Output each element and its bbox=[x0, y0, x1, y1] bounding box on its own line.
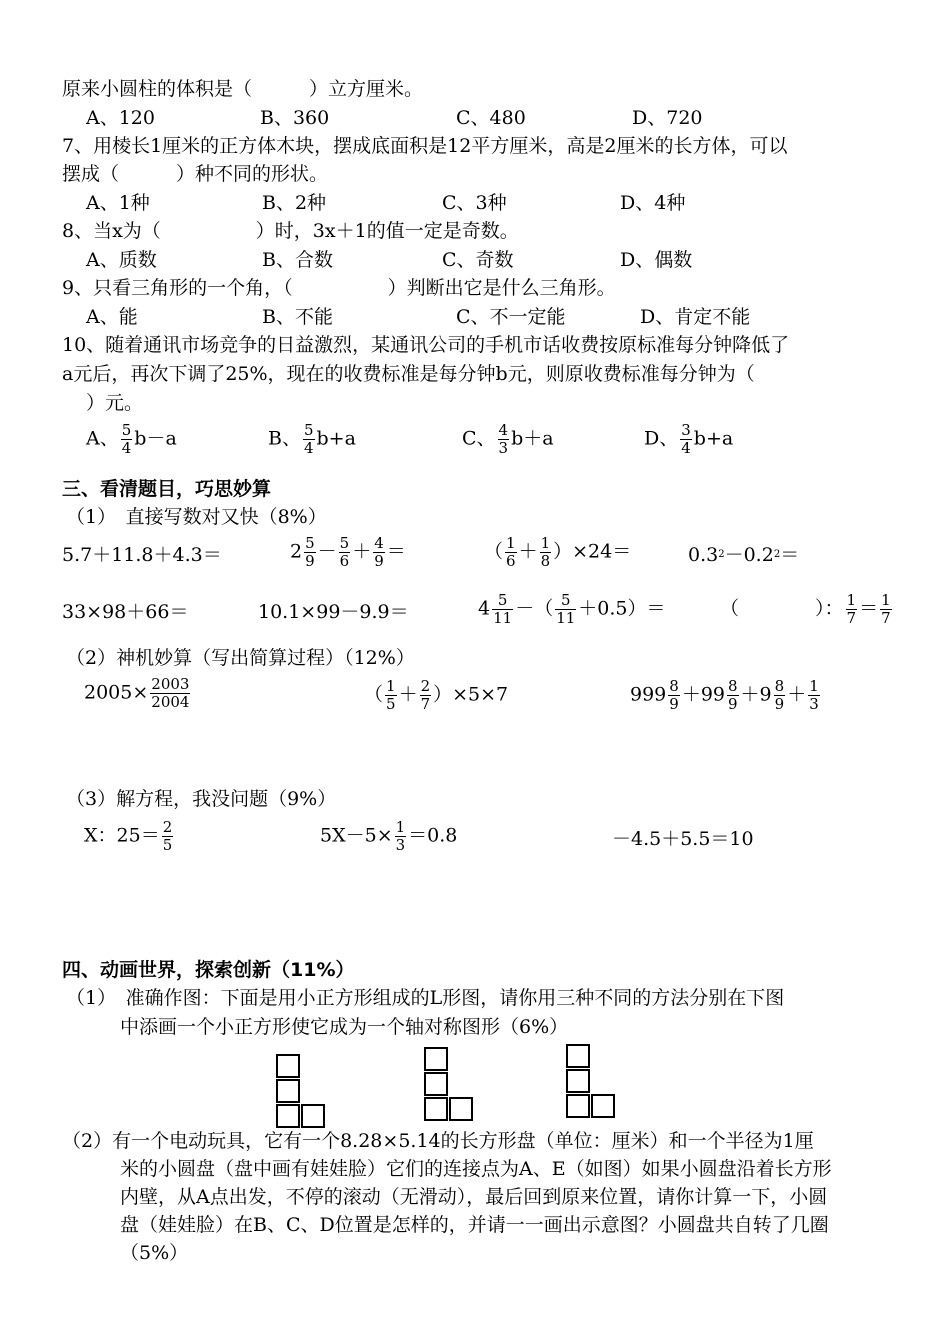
l-shape-figure-2[interactable] bbox=[424, 1047, 476, 1121]
denominator: 4 bbox=[303, 439, 314, 457]
option-prefix: A、 bbox=[86, 427, 119, 450]
section3-part3-heading: （3）解方程，我没问题（9%） bbox=[66, 788, 337, 810]
l-shape-figure-1[interactable] bbox=[276, 1054, 328, 1128]
q7-option-c: C、3种 bbox=[442, 192, 507, 214]
calc-1-2: 2 $\frac{5}{9}$ － $\frac{5}{6}$ ＋ $\frac{4}{9}$ ＝ bbox=[290, 534, 406, 570]
q6-option-b: B、360 bbox=[260, 107, 330, 129]
option-prefix: C、 bbox=[462, 427, 496, 450]
q6-option-d: D、720 bbox=[632, 107, 703, 129]
q10-line3: ）元。 bbox=[86, 392, 144, 414]
q8-option-a: A、质数 bbox=[86, 249, 157, 271]
section4-p2-line3: 内壁，从A点出发，不停的滚动（无滑动），最后回到原来位置，请你计算一下，小圆 bbox=[120, 1186, 828, 1208]
q6-option-a: A、120 bbox=[86, 107, 155, 129]
q7-option-d: D、4种 bbox=[620, 192, 686, 214]
fraction bbox=[498, 422, 510, 457]
l-shape-figure-3[interactable] bbox=[566, 1044, 618, 1118]
calc-2-1: 33×98＋66＝ bbox=[62, 601, 189, 623]
numerator: 5 bbox=[303, 421, 314, 439]
q8-option-b: B、合数 bbox=[262, 249, 333, 271]
section4-p1-line1: （1） 准确作图：下面是用小正方形组成的L形图，请你用三种不同的方法分别在下图 bbox=[66, 987, 785, 1009]
q9-option-a: A、能 bbox=[86, 306, 138, 328]
section4-p2-line4: 盘（娃娃脸）在B、C、D位置是怎样的，并请一一画出示意图？小圆盘共自转了几圈 bbox=[120, 1214, 829, 1236]
q10-option-d bbox=[644, 422, 733, 457]
q10-line2: a元后，再次下调了25%，现在的收费标准是每分钟b元，则原收费标准每分钟为（ bbox=[62, 363, 755, 385]
section4-p2-line1: （2）有一个电动玩具，它有一个8.28×5.14的长方形盘（单位：厘米）和一个半径为1厘 bbox=[62, 1130, 814, 1152]
q10-option-a bbox=[86, 422, 177, 457]
q10-line1: 10、随着通讯市场竞争的日益激烈，某通讯公司的手机市话收费按原标准每分钟降低了 bbox=[62, 334, 790, 356]
q10-option-b bbox=[268, 422, 356, 457]
q6-stem: 原来小圆柱的体积是（ ）立方厘米。 bbox=[62, 78, 424, 100]
numerator: 4 bbox=[498, 421, 509, 439]
q7-option-a: A、1种 bbox=[86, 192, 150, 214]
q7-line2: 摆成（ ）种不同的形状。 bbox=[62, 163, 329, 185]
equation-1: X：25＝ $\frac{2}{5}$ bbox=[84, 818, 173, 854]
equation-2: 5X－5× $\frac{1}{3}$ ＝0.8 bbox=[320, 818, 458, 854]
calc-2-3: 4 $\frac{5}{11}$ －（ $\frac{5}{11}$ ＋0.5）＝ bbox=[478, 591, 666, 627]
equation-3: －4.5＋5.5＝10 bbox=[612, 828, 754, 850]
option-prefix: B、 bbox=[268, 427, 301, 450]
q6-option-c: C、480 bbox=[456, 107, 526, 129]
section4-p2-line2: 米的小圆盘（盘中画有娃娃脸）它们的连接点为A、E（如图）如果小圆盘沿着长方形 bbox=[120, 1158, 832, 1180]
denominator: 3 bbox=[498, 439, 509, 457]
section4-p1-line2: 中添画一个小正方形使它成为一个轴对称图形（6%） bbox=[120, 1016, 569, 1038]
fraction bbox=[303, 422, 315, 457]
section3-title: 三、看清题目，巧思妙算 bbox=[62, 478, 272, 500]
calc-2-2: 10.1×99－9.9＝ bbox=[258, 601, 409, 623]
calc-1-3: （ $\frac{1}{6}$ ＋ $\frac{1}{8}$ ）×24＝ bbox=[484, 534, 632, 570]
q7-line1: 7、用棱长1厘米的正方体木块，摆成底面积是12平方厘米，高是2厘米的长方体，可以 bbox=[62, 135, 788, 157]
q7-option-b: B、2种 bbox=[262, 192, 327, 214]
option-suffix: b＋a bbox=[511, 427, 554, 450]
numerator: 5 bbox=[121, 421, 132, 439]
calc-1-1: 5.7＋11.8＋4.3＝ bbox=[62, 544, 222, 566]
simplify-3: 999 $\frac{8}{9}$ ＋99 $\frac{8}{9}$ ＋9 $\frac{8}{9}$ ＋ $\frac{1}{3}$ bbox=[630, 677, 819, 713]
section3-part2-heading: （2）神机妙算（写出简算过程）（12%） bbox=[66, 647, 415, 669]
q9-option-b: B、不能 bbox=[262, 306, 333, 328]
option-suffix: b+a bbox=[316, 427, 356, 450]
simplify-2: （ $\frac{1}{5}$ ＋ $\frac{2}{7}$ ）×5×7 bbox=[364, 677, 509, 713]
calc-1-4: $0.3^2-0.2^2=$ bbox=[688, 544, 800, 566]
fraction bbox=[680, 422, 692, 457]
q8-stem: 8、当x为（ ）时，3x＋1的值一定是奇数。 bbox=[62, 220, 519, 242]
section4-p2-line5: （5%） bbox=[120, 1242, 189, 1264]
fraction bbox=[121, 422, 133, 457]
option-suffix: b－a bbox=[134, 427, 177, 450]
denominator: 4 bbox=[121, 439, 132, 457]
section4-title: 四、动画世界，探索创新（11%） bbox=[62, 959, 355, 981]
q9-option-d: D、肯定不能 bbox=[640, 306, 751, 328]
q8-option-d: D、偶数 bbox=[620, 249, 693, 271]
q8-option-c: C、奇数 bbox=[442, 249, 514, 271]
numerator: 3 bbox=[681, 421, 691, 439]
section3-part1-heading: （1） 直接写数对又快（8%） bbox=[66, 506, 327, 528]
denominator: 4 bbox=[681, 439, 691, 457]
calc-2-4: （ ）： $\frac{1}{7}$ ＝ $\frac{1}{7}$ bbox=[720, 591, 891, 627]
option-suffix: b+a bbox=[693, 427, 734, 450]
q9-stem: 9、只看三角形的一个角，（ ）判断出它是什么三角形。 bbox=[62, 277, 616, 299]
q10-option-c bbox=[462, 422, 554, 457]
option-prefix: D、 bbox=[644, 427, 679, 450]
q9-option-c: C、不一定能 bbox=[456, 306, 566, 328]
simplify-1: 2005× $\frac{2003}{2004}$ bbox=[84, 675, 190, 711]
